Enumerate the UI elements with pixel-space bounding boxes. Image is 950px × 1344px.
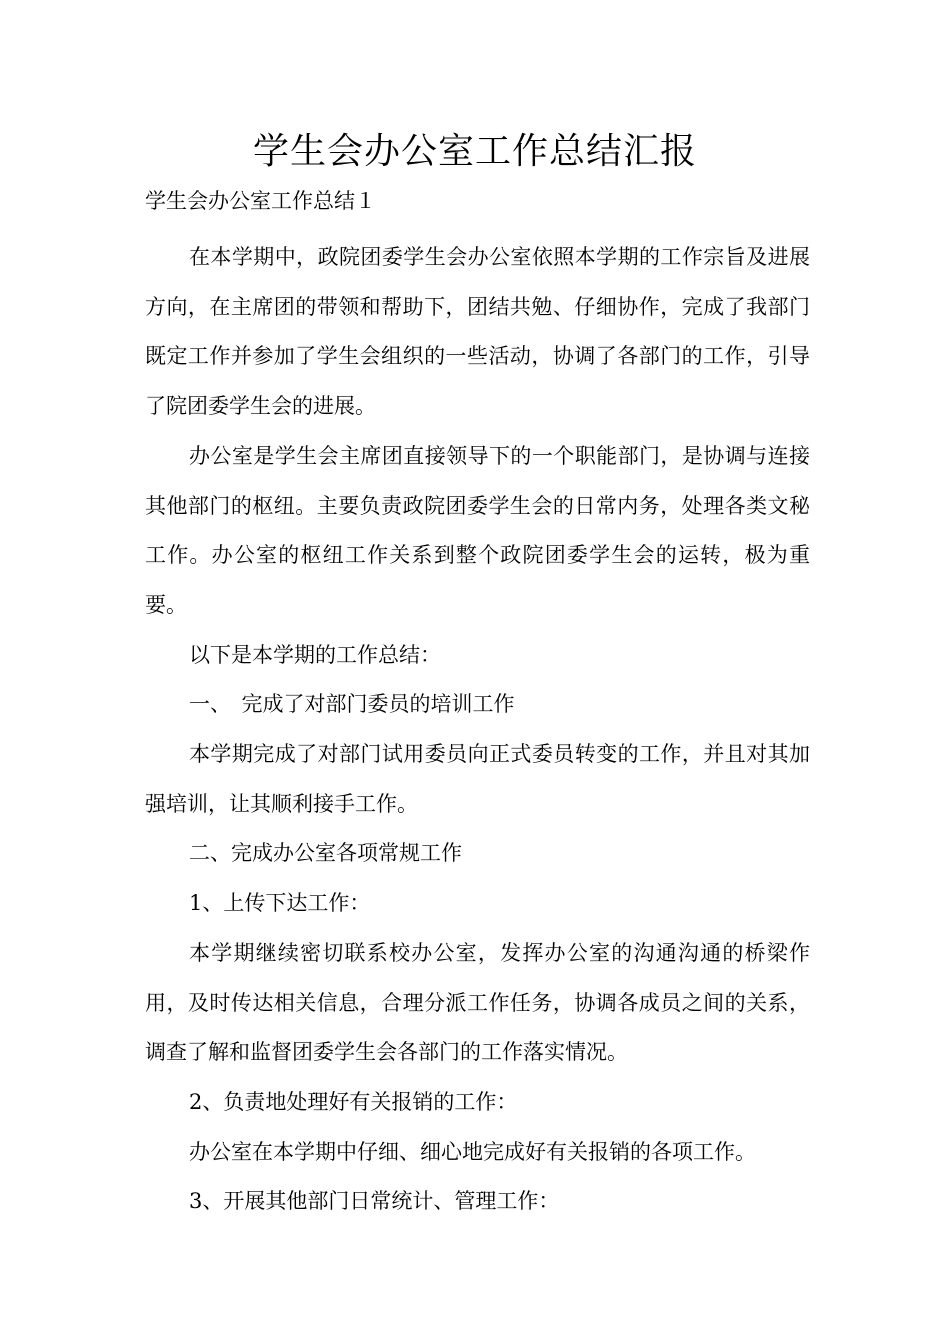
paragraph-summary-lead: 以下是本学期的工作总结： (189, 642, 441, 667)
section-heading-1: 一、 完成了对部门委员的培训工作 (189, 692, 515, 717)
subsection-heading-3: 3、开展其他部门日常统计、管理工作： (189, 1189, 560, 1214)
document-subtitle: 学生会办公室工作总结１ (145, 189, 376, 213)
paragraph-office-role: 办公室是学生会主席团直接领导下的一个职能部门，是协调与连接其他部门的枢纽。主要负责政院团委学生会的日常内务，处理各类文秘工作。办公室的枢纽工作关系到整个政院团委学生会的运转，极为重要。 (145, 443, 810, 617)
subsection-heading-2: 2、负责地处理好有关报销的工作： (189, 1089, 518, 1114)
subsection-heading-1: 1、上传下达工作： (189, 891, 371, 916)
paragraph-training: 本学期完成了对部门试用委员向正式委员转变的工作，并且对其加强培训，让其顺利接手工作。 (145, 742, 810, 816)
section-heading-2: 二、完成办公室各项常规工作 (189, 841, 462, 866)
paragraph-communication: 本学期继续密切联系校办公室，发挥办公室的沟通沟通的桥梁作用，及时传达相关信息，合理分派工作任务，协调各成员之间的关系，调查了解和监督团委学生会各部门的工作落实情况。 (145, 940, 810, 1065)
document-title: 学生会办公室工作总结汇报 (252, 131, 697, 172)
paragraph-intro: 在本学期中，政院团委学生会办公室依照本学期的工作宗旨及进展方向，在主席团的带领和帮助下，团结共勉、仔细协作，完成了我部门既定工作并参加了学生会组织的一些活动，协调了各部门的工作，引导了院团委学生会的进展。 (145, 245, 810, 419)
paragraph-reimbursement: 办公室在本学期中仔细、细心地完成好有关报销的各项工作。 (189, 1139, 756, 1164)
document-body (145, 233, 810, 1227)
